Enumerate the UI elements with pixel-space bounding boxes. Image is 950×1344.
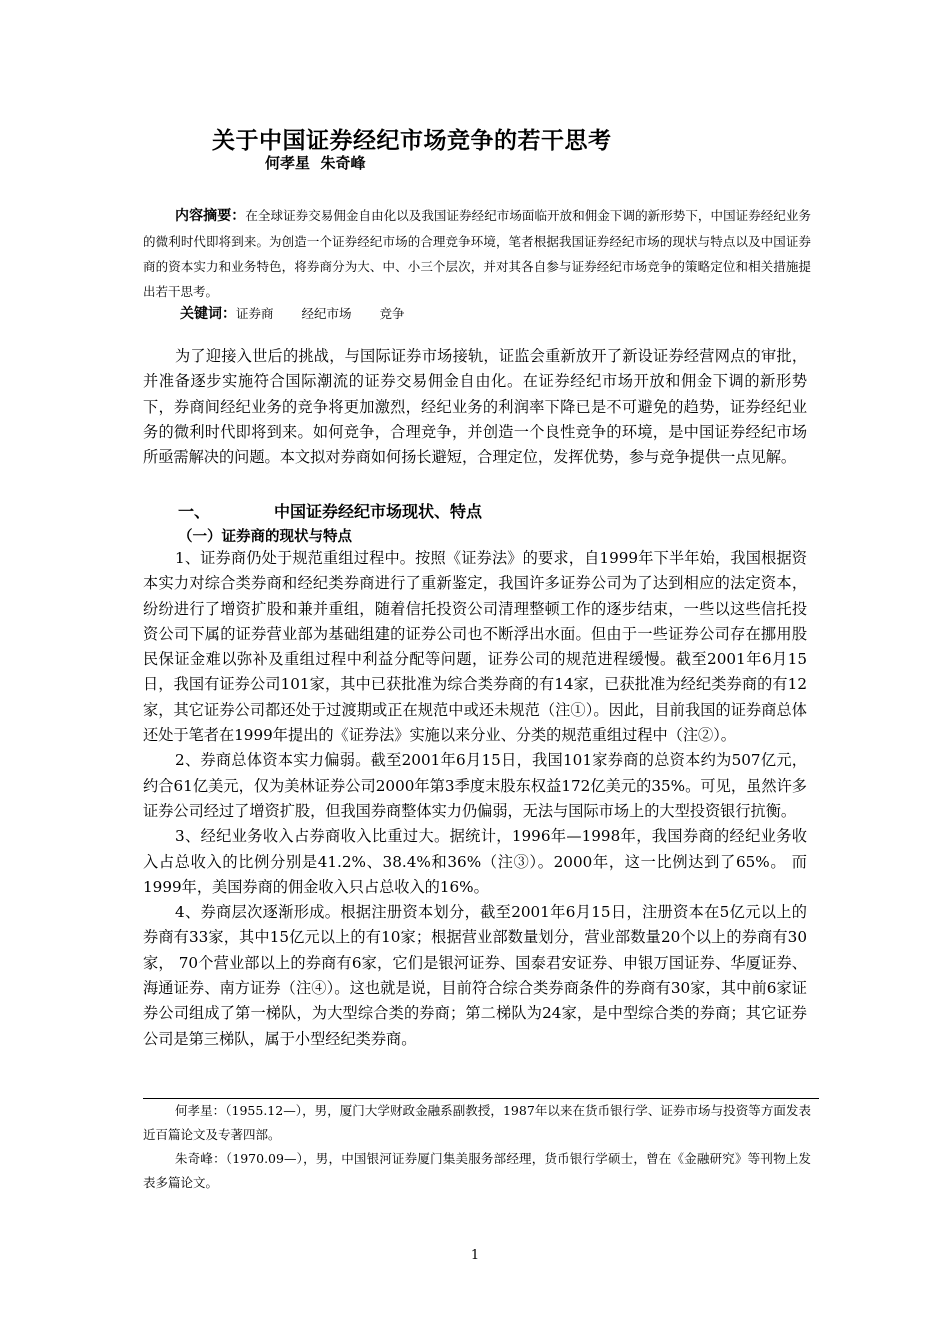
section-heading: [178, 499, 482, 522]
keywords-label: 关键词：: [180, 306, 236, 322]
body-paragraph: 2、券商总体资本实力偏弱。截至2001年6月15日，我国101家券商的总资本约为507亿元，约合61亿美元，仅为美林证券公司2000年第3季度末股东权益172亿美元的35%。可见，虽然许多证券公司经过了增资扩股，但我国券商整体实力仍偏弱，无法与国际市场上的大型投资银行抗衡。: [143, 751, 807, 820]
section-number: 一、: [178, 502, 211, 521]
section-body: [143, 546, 807, 1052]
body-paragraph: 4、券商层次逐渐形成。根据注册资本划分，截至2001年6月15日，注册资本在5亿元以上的券商有33家，其中15亿元以上的有10家；根据营业部数量划分，营业部数量20个以上的券商有30家， 70个营业部以上的券商有6家，它们是银河证券、国泰君安证券、申银万国证券、华厦证券、海通证券、南方证券（注④）。这也就是说，目前符合综合类券商条件的券商有30家，其中前6家证券公司组成了第一梯队，为大型综合类的券商；第二梯队为24家，是中型综合类的券商；其它证券公司是第三梯队，属于小型经纪类券商。: [143, 903, 807, 1048]
abstract: [143, 203, 811, 304]
page-number: 1: [470, 1248, 480, 1263]
subsection-heading: （一）证券商的现状与特点: [178, 529, 352, 545]
section-title: 中国证券经纪市场现状、特点: [274, 502, 483, 521]
abstract-label: 内容摘要：: [175, 208, 246, 224]
paper-authors: 何孝星 朱奇峰: [265, 154, 366, 172]
keyword-item: 证券商: [236, 306, 274, 321]
body-paragraph: 1、证券商仍处于规范重组过程中。按照《证券法》的要求，自1999年下半年始，我国根据资本实力对综合类券商和经纪类券商进行了重新鉴定，我国许多证券公司为了达到相应的法定资本，纷纷进行了增资扩股和兼并重组，随着信托投资公司清理整顿工作的逐步结束，一些以这些信托投资公司下属的证券营业部为基础组建的证券公司也不断浮出水面。但由于一些证券公司存在挪用股民保证金难以弥补及重组过程中利益分配等问题，证券公司的规范进程缓慢。截至2001年6月15日，我国有证券公司101家，其中已获批准为综合类券商的有14家，已获批准为经纪类券商的有12家，其它证券公司都还处于过渡期或正在规范中或还未规范（注①）。因此，目前我国的证券商总体还处于笔者在1999年提出的《证券法》实施以来分业、分类的规范重组过程中（注②）。: [143, 549, 807, 745]
intro-section: [143, 344, 807, 470]
keyword-item: 经纪市场: [301, 306, 352, 321]
body-paragraph: 3、经纪业务收入占券商收入比重过大。据统计，1996年—1998年，我国券商的经纪业务收入占总收入的比例分别是41.2%、38.4%和36%（注③）。2000年，这一比例达到了65%。 而1999年，美国券商的佣金收入只占总收入的16%。: [143, 827, 807, 896]
keywords: [180, 301, 433, 327]
footnote: 朱奇峰：（1970.09—），男，中国银河证券厦门集美服务部经理，货币银行学硕士，曾在《金融研究》等刊物上发表多篇论文。: [143, 1151, 811, 1190]
abstract-text: 在全球证券交易佣金自由化以及我国证券经纪市场面临开放和佣金下调的新形势下，中国证券经纪业务的微利时代即将到来。为创造一个证券经纪市场的合理竞争环境，笔者根据我国证券经纪市场的现状与特点以及中国证券商的资本实力和业务特色，将券商分为大、中、小三个层次，并对其各自参与证券经纪市场竞争的策略定位和相关措施提出若干思考。: [143, 208, 811, 299]
intro-paragraph: 为了迎接入世后的挑战，与国际证券市场接轨，证监会重新放开了新设证券经营网点的审批，并准备逐步实施符合国际潮流的证券交易佣金自由化。在证券经纪市场开放和佣金下调的新形势下，券商间经纪业务的竞争将更加激烈，经纪业务的利润率下降已是不可避免的趋势，证券经纪业务的微利时代即将到来。如何竞争，合理竞争，并创造一个良性竞争的环境，是中国证券经纪市场所亟需解决的问题。本文拟对券商如何扬长避短，合理定位，发挥优势，参与竞争提供一点见解。: [143, 347, 807, 467]
keyword-item: 竞争: [379, 306, 405, 321]
paper-title: 关于中国证券经纪市场竞争的若干思考: [212, 128, 612, 154]
footnote: 何孝星：（1955.12—），男，厦门大学财政金融系副教授，1987年以来在货币银行学、证券市场与投资等方面发表近百篇论文及专著四部。: [143, 1103, 811, 1142]
